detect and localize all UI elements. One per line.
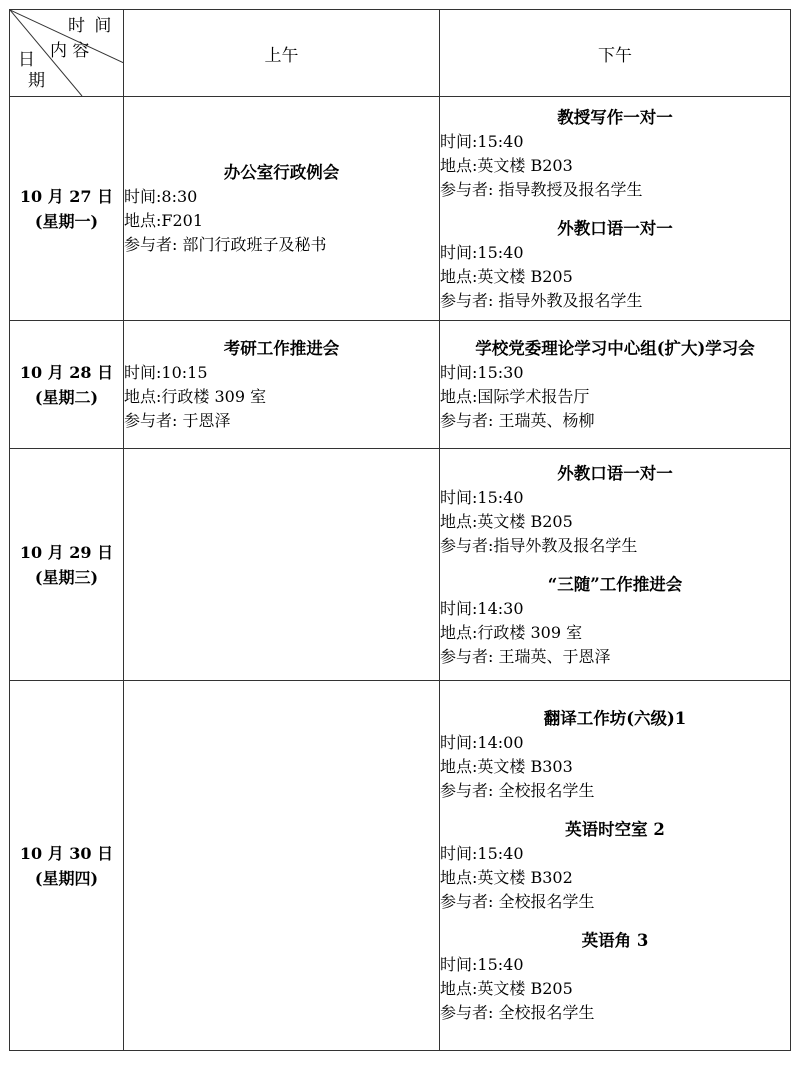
event-block — [124, 336, 439, 433]
morning-cell — [124, 97, 440, 321]
schedule-row — [10, 449, 791, 681]
morning-cell — [124, 321, 440, 449]
weekday-label: (星期四) — [34, 868, 99, 888]
schedule-row — [10, 97, 791, 321]
event-detail: 时间:10:15 — [124, 363, 208, 382]
morning-cell — [124, 449, 440, 681]
weekday-label: (星期二) — [34, 387, 99, 407]
date-cell — [10, 321, 124, 449]
event-title: 翻译工作坊(六级)1 — [543, 709, 687, 728]
event-detail: 时间:15:40 — [440, 131, 524, 151]
event-title: 外教口语一对一 — [557, 218, 673, 238]
event-block — [440, 216, 790, 313]
event-detail: 地点:英文楼 B205 — [440, 511, 573, 531]
date-label: 10 月 30 日 — [19, 843, 114, 863]
event-detail: 参与者: 指导外教及报名学生 — [440, 290, 643, 310]
event-detail: 时间:8:30 — [124, 187, 198, 206]
afternoon-cell — [440, 97, 791, 321]
event-detail: 参与者:指导外教及报名学生 — [440, 535, 638, 555]
corner-label-date-ri: 日 — [18, 50, 35, 70]
event-detail: 地点:行政楼 309 室 — [124, 387, 267, 406]
event-title: 考研工作推进会 — [223, 339, 340, 358]
event-detail: 地点:英文楼 B205 — [440, 266, 573, 286]
event-detail: 时间:15:40 — [440, 242, 524, 262]
event-block — [124, 160, 439, 257]
afternoon-cell — [440, 681, 791, 1051]
date-cell — [10, 97, 124, 321]
event-title: 办公室行政例会 — [223, 163, 340, 182]
afternoon-header: 下午 — [440, 10, 791, 97]
event-block — [440, 572, 790, 669]
event-detail: 参与者: 全校报名学生 — [440, 781, 595, 800]
date-label: 10 月 28 日 — [19, 362, 114, 382]
weekday-label: (星期三) — [34, 567, 99, 587]
corner-label-date-qi: 期 — [28, 71, 45, 91]
event-detail: 参与者: 全校报名学生 — [440, 1003, 595, 1022]
event-detail: 地点:行政楼 309 室 — [440, 622, 583, 642]
weekday-label: (星期一) — [34, 211, 99, 231]
event-detail: 时间:14:00 — [440, 733, 524, 752]
afternoon-cell — [440, 321, 791, 449]
event-detail: 地点:英文楼 B203 — [440, 155, 573, 175]
event-detail: 地点:英文楼 B302 — [440, 868, 573, 887]
event-detail: 时间:15:40 — [440, 844, 524, 863]
event-detail: 时间:15:30 — [440, 363, 524, 382]
event-detail: 地点:F201 — [124, 211, 204, 230]
event-detail: 地点:国际学术报告厅 — [440, 387, 590, 406]
event-detail: 时间:15:40 — [440, 955, 524, 974]
event-detail: 参与者: 部门行政班子及秘书 — [124, 235, 327, 254]
event-detail: 参与者: 指导教授及报名学生 — [440, 179, 643, 199]
date-label: 10 月 29 日 — [19, 542, 114, 562]
corner-header-cell — [10, 10, 124, 97]
event-title: 英语时空室 2 — [565, 820, 665, 839]
corner-label-content: 内 容 — [50, 41, 90, 61]
header-row — [10, 10, 791, 97]
event-title: 外教口语一对一 — [557, 463, 673, 483]
event-detail: 地点:英文楼 B303 — [440, 757, 573, 776]
schedule-table — [9, 9, 791, 1051]
date-cell — [10, 449, 124, 681]
event-block — [440, 817, 790, 914]
event-detail: 参与者: 王瑞英、于恩泽 — [440, 646, 611, 666]
schedule-row — [10, 321, 791, 449]
event-detail: 地点:英文楼 B205 — [440, 979, 573, 998]
event-title: 学校党委理论学习中心组(扩大)学习会 — [475, 339, 755, 358]
event-title: 教授写作一对一 — [557, 107, 673, 127]
event-block — [440, 105, 790, 202]
event-block — [440, 336, 790, 433]
morning-cell — [124, 681, 440, 1051]
afternoon-cell — [440, 449, 791, 681]
event-detail: 参与者: 于恩泽 — [124, 411, 231, 430]
event-detail: 参与者: 王瑞英、杨柳 — [440, 411, 595, 430]
event-block — [440, 928, 790, 1025]
corner-label-time: 时 间 — [68, 16, 114, 36]
event-block — [440, 706, 790, 803]
morning-header: 上午 — [124, 10, 440, 97]
event-detail: 时间:15:40 — [440, 487, 524, 507]
date-cell — [10, 681, 124, 1051]
schedule-row — [10, 681, 791, 1051]
event-block — [440, 461, 790, 558]
event-title: 英语角 3 — [581, 931, 649, 950]
event-detail: 时间:14:30 — [440, 598, 524, 618]
event-detail: 参与者: 全校报名学生 — [440, 892, 595, 911]
date-label: 10 月 27 日 — [19, 186, 114, 206]
event-title: “三随”工作推进会 — [547, 574, 683, 594]
